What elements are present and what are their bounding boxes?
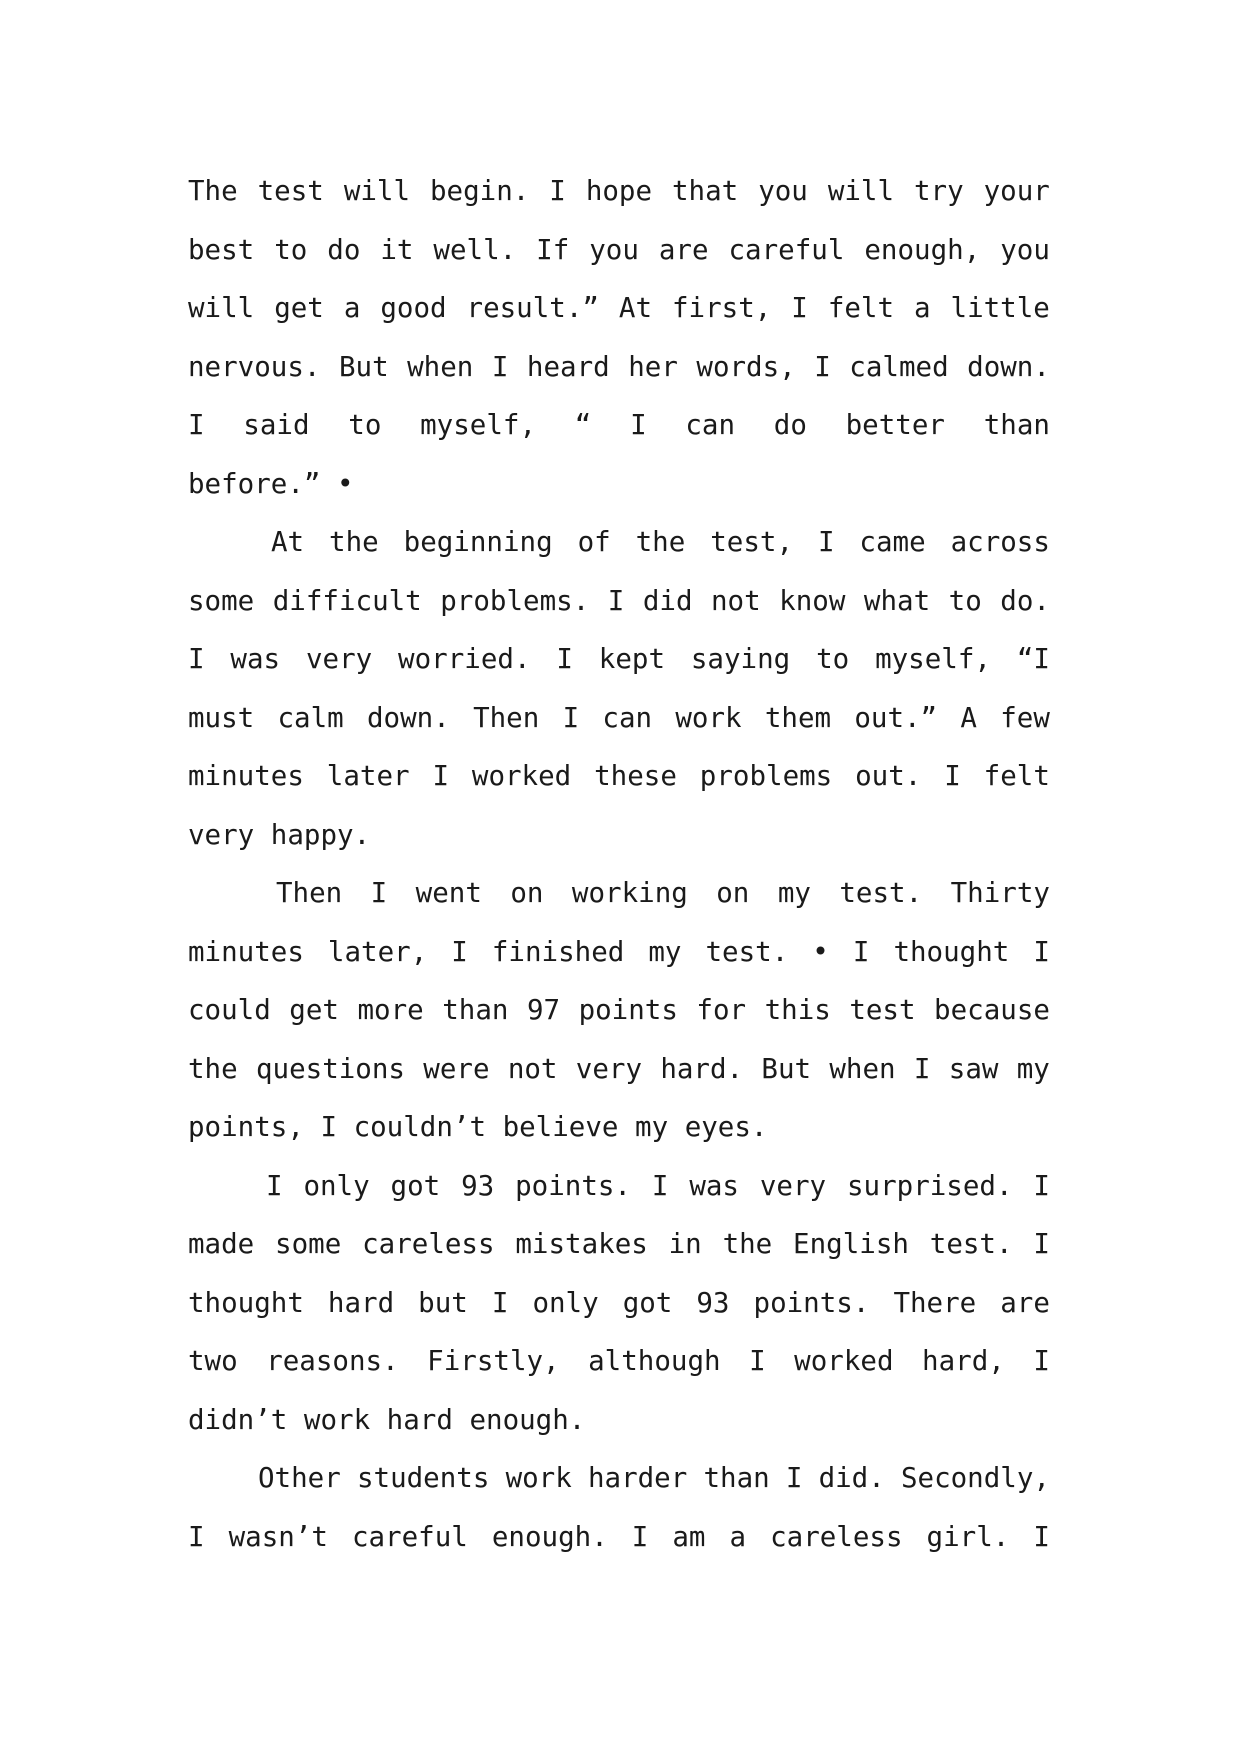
- word: to: [274, 233, 308, 266]
- word: hope: [585, 175, 653, 207]
- word: on: [510, 877, 544, 909]
- word: I: [607, 584, 625, 617]
- word: the: [722, 1228, 773, 1260]
- word: I: [188, 1520, 205, 1553]
- line-text: didn’t work hard enough.: [188, 1403, 586, 1436]
- word: I: [562, 701, 580, 734]
- text-line: [188, 221, 1058, 280]
- text-line: [188, 923, 1058, 982]
- word: get: [289, 994, 339, 1026]
- text-line: [188, 630, 1058, 689]
- word: I: [791, 292, 808, 324]
- word: enough,: [864, 233, 981, 266]
- word: English: [793, 1228, 909, 1260]
- word: can: [685, 409, 736, 441]
- word: careless: [770, 1520, 903, 1553]
- word: heard: [526, 350, 610, 383]
- word: points: [578, 994, 678, 1026]
- word: I: [266, 1169, 283, 1202]
- word: very: [305, 643, 373, 675]
- word: got: [622, 1286, 673, 1319]
- word: know: [779, 584, 846, 617]
- word: felt: [827, 292, 895, 324]
- word: minutes: [188, 760, 304, 792]
- word: •: [812, 935, 829, 968]
- word: my: [777, 877, 811, 909]
- word: harder: [587, 1462, 688, 1494]
- word: the: [635, 526, 686, 558]
- word: test: [257, 175, 324, 207]
- word: out.”: [854, 701, 938, 734]
- word: Other: [258, 1462, 341, 1494]
- word: it: [380, 233, 414, 266]
- word: must: [188, 701, 255, 734]
- word: hard,: [922, 1345, 1005, 1377]
- word: worried.: [398, 643, 531, 675]
- text-line-content: [188, 1508, 1050, 1567]
- word: words,: [696, 350, 796, 383]
- line-text: very happy.: [188, 818, 371, 851]
- word: finished: [491, 935, 625, 968]
- word: test: [849, 994, 916, 1026]
- word: were: [423, 1052, 490, 1085]
- word: 93: [696, 1286, 730, 1319]
- word: try: [914, 175, 964, 207]
- word: first,: [672, 292, 772, 324]
- word: little: [950, 292, 1050, 324]
- word: working: [571, 877, 688, 909]
- word: If: [536, 233, 570, 266]
- word: could: [188, 994, 271, 1026]
- word: I: [630, 409, 647, 441]
- word: your: [983, 175, 1050, 207]
- word: I: [852, 935, 870, 968]
- text-line-content: [188, 630, 1050, 689]
- word: her: [628, 350, 678, 383]
- word: two: [188, 1345, 238, 1377]
- word: few: [1000, 701, 1050, 734]
- word: But: [761, 1052, 812, 1085]
- word: Then: [473, 701, 540, 734]
- text-line-content: [188, 221, 1050, 280]
- word: difficult: [272, 584, 422, 617]
- word: good: [380, 292, 447, 324]
- word: came: [859, 526, 926, 558]
- text-line: [188, 689, 1058, 748]
- word: of: [577, 526, 611, 558]
- word: although: [588, 1345, 721, 1377]
- text-line: [188, 1098, 1058, 1157]
- word: But: [338, 350, 389, 383]
- word: kept: [598, 643, 666, 675]
- text-line-content: [188, 1332, 1050, 1391]
- word: careful: [351, 1520, 468, 1553]
- text-line-content: [188, 338, 1050, 397]
- word: did.: [818, 1462, 885, 1494]
- word: I: [1033, 935, 1050, 968]
- text-line: [188, 1508, 1058, 1567]
- document-body: [188, 162, 1058, 1566]
- word: later,: [327, 935, 428, 968]
- word: get: [274, 292, 324, 324]
- word: that: [672, 175, 739, 207]
- word: I: [556, 643, 573, 675]
- text-line-content: [276, 864, 1050, 923]
- word: I: [491, 1286, 509, 1319]
- text-line-content: [188, 1040, 1050, 1099]
- word: felt: [983, 760, 1050, 792]
- line-text: before.” •: [188, 467, 354, 500]
- word: said: [243, 409, 310, 441]
- text-line-content: [188, 981, 1050, 1040]
- word: a: [914, 292, 931, 324]
- word: result.”: [466, 292, 599, 324]
- text-line-content: [188, 279, 1050, 338]
- word: out.: [855, 760, 922, 792]
- word: minutes: [188, 935, 304, 968]
- word: not: [507, 1052, 558, 1085]
- text-line: [188, 1040, 1058, 1099]
- text-line: [188, 1215, 1058, 1274]
- word: Firstly,: [427, 1345, 560, 1377]
- word: problems.: [440, 584, 590, 617]
- word: only: [303, 1169, 370, 1202]
- text-line: [188, 572, 1058, 631]
- word: Then: [276, 877, 343, 909]
- word: I: [1033, 1228, 1050, 1260]
- word: I: [651, 1169, 669, 1202]
- word: I: [491, 350, 509, 383]
- word: when: [407, 350, 474, 383]
- word: There: [893, 1286, 977, 1319]
- word: some: [188, 584, 255, 617]
- word: I: [785, 1462, 803, 1494]
- word: was: [689, 1169, 739, 1202]
- word: reasons.: [266, 1345, 399, 1377]
- word: At: [618, 292, 653, 324]
- word: beginning: [403, 526, 553, 558]
- word: I: [814, 350, 831, 383]
- word: I: [1033, 1345, 1050, 1377]
- text-line-content: [188, 572, 1050, 631]
- word: points.: [515, 1169, 631, 1202]
- word: do: [773, 409, 807, 441]
- word: worked: [471, 760, 572, 792]
- word: will: [188, 292, 255, 324]
- word: to: [948, 584, 982, 617]
- word: than: [442, 994, 509, 1026]
- word: than: [983, 409, 1050, 441]
- word: you: [589, 233, 639, 266]
- word: I: [370, 877, 388, 909]
- word: very: [759, 1169, 827, 1202]
- word: I: [432, 760, 450, 792]
- word: can: [602, 701, 653, 734]
- word: when: [829, 1052, 896, 1085]
- word: you: [1000, 233, 1050, 266]
- word: The: [188, 175, 238, 207]
- word: girl.: [926, 1520, 1010, 1553]
- word: nervous.: [188, 350, 321, 383]
- word: “I: [1016, 643, 1050, 675]
- word: this: [764, 994, 831, 1026]
- word: are: [658, 233, 709, 266]
- word: later: [326, 760, 410, 792]
- word: myself,: [420, 409, 537, 441]
- word: worked: [794, 1345, 894, 1377]
- text-line-content: [188, 1098, 1058, 1157]
- word: a: [729, 1520, 747, 1553]
- word: on: [716, 877, 750, 909]
- word: only: [532, 1286, 599, 1319]
- word: hard.: [660, 1052, 744, 1085]
- word: across: [950, 526, 1050, 558]
- word: test.: [839, 877, 923, 909]
- text-line-content: [258, 1449, 1050, 1508]
- word: best: [188, 233, 255, 266]
- word: the: [188, 1052, 238, 1085]
- word: was: [230, 643, 281, 675]
- text-line: [188, 1449, 1058, 1508]
- word: will: [827, 175, 895, 207]
- word: calm: [277, 701, 344, 734]
- word: to: [348, 409, 382, 441]
- text-line: [188, 396, 1058, 455]
- line-text: points, I couldn’t believe my eyes.: [188, 1111, 768, 1143]
- text-line-content: [188, 396, 1050, 455]
- word: careless: [362, 1228, 495, 1260]
- word: problems: [699, 760, 833, 792]
- word: the: [329, 526, 379, 558]
- word: work: [675, 701, 742, 734]
- word: down.: [367, 701, 450, 734]
- word: because: [934, 994, 1050, 1026]
- text-line: [188, 338, 1058, 397]
- word: hard: [327, 1286, 395, 1319]
- word: I: [817, 526, 835, 558]
- text-line: [188, 1274, 1058, 1333]
- word: surprised.: [846, 1169, 1013, 1202]
- word: careful: [728, 233, 845, 266]
- text-line-content: [188, 923, 1050, 982]
- word: I: [631, 1520, 649, 1553]
- text-line: [188, 1332, 1058, 1391]
- word: to: [816, 643, 850, 675]
- text-line: [188, 455, 1058, 514]
- word: points.: [753, 1286, 870, 1319]
- word: will: [343, 175, 411, 207]
- word: what: [863, 584, 931, 617]
- word: a: [343, 292, 361, 324]
- word: mistakes: [515, 1228, 648, 1260]
- word: begin.: [430, 175, 530, 207]
- word: thought: [893, 935, 1010, 968]
- word: got: [390, 1169, 441, 1202]
- word: A: [960, 701, 977, 734]
- word: students: [356, 1462, 490, 1494]
- word: my: [1016, 1052, 1050, 1085]
- word: I: [749, 1345, 766, 1377]
- word: down.: [967, 350, 1050, 383]
- word: these: [594, 760, 677, 792]
- word: I: [944, 760, 961, 792]
- text-line-content: [188, 1274, 1050, 1333]
- word: Secondly,: [900, 1462, 1050, 1494]
- word: saw: [948, 1052, 999, 1085]
- word: but: [418, 1286, 468, 1319]
- text-line-content: [188, 1391, 1058, 1450]
- text-line-content: [188, 747, 1050, 806]
- word: test,: [710, 526, 794, 558]
- word: I: [188, 643, 205, 675]
- word: made: [188, 1228, 255, 1260]
- word: calmed: [849, 350, 949, 383]
- word: them: [764, 701, 832, 734]
- text-line-content: [188, 806, 1058, 865]
- text-line-content: [188, 455, 1058, 514]
- word: Thirty: [950, 877, 1050, 909]
- text-line: [188, 162, 1058, 221]
- text-line: [188, 513, 1058, 572]
- word: questions: [255, 1052, 405, 1085]
- word: well.: [433, 233, 517, 266]
- text-line: [188, 279, 1058, 338]
- word: I: [1033, 1520, 1050, 1553]
- word: more: [357, 994, 424, 1026]
- word: you: [758, 175, 808, 207]
- text-line: [188, 747, 1058, 806]
- word: in: [668, 1228, 702, 1260]
- text-line-content: [188, 162, 1050, 221]
- text-line: [188, 1157, 1058, 1216]
- text-line: [188, 981, 1058, 1040]
- word: do.: [1000, 584, 1050, 617]
- word: did: [642, 584, 693, 617]
- word: than: [703, 1462, 770, 1494]
- word: wasn’t: [228, 1520, 328, 1553]
- text-line-content: [266, 1157, 1050, 1216]
- word: myself,: [875, 643, 991, 675]
- text-line: [188, 864, 1058, 923]
- text-line: [188, 1391, 1058, 1450]
- word: for: [696, 994, 747, 1026]
- word: I: [549, 175, 566, 207]
- word: thought: [188, 1286, 304, 1319]
- word: am: [672, 1520, 706, 1553]
- word: some: [275, 1228, 342, 1260]
- word: test.: [705, 935, 789, 968]
- word: do: [327, 233, 361, 266]
- word: I: [913, 1052, 931, 1085]
- word: I: [1033, 1169, 1050, 1202]
- word: 93: [461, 1169, 495, 1202]
- word: test.: [929, 1228, 1013, 1260]
- text-line-content: [188, 1215, 1050, 1274]
- text-line: [188, 806, 1058, 865]
- text-line-content: [271, 513, 1050, 572]
- word: better: [845, 409, 945, 441]
- word: not: [711, 584, 761, 617]
- text-line-content: [188, 689, 1050, 748]
- word: enough.: [491, 1520, 608, 1553]
- word: At: [271, 526, 305, 558]
- word: 97: [526, 994, 561, 1026]
- word: went: [415, 877, 482, 909]
- word: work: [505, 1462, 572, 1494]
- word: my: [648, 935, 682, 968]
- word: I: [451, 935, 468, 968]
- word: are: [1000, 1286, 1050, 1319]
- word: “: [574, 409, 592, 441]
- word: saying: [690, 643, 791, 675]
- word: very: [575, 1052, 643, 1085]
- word: I: [188, 409, 205, 441]
